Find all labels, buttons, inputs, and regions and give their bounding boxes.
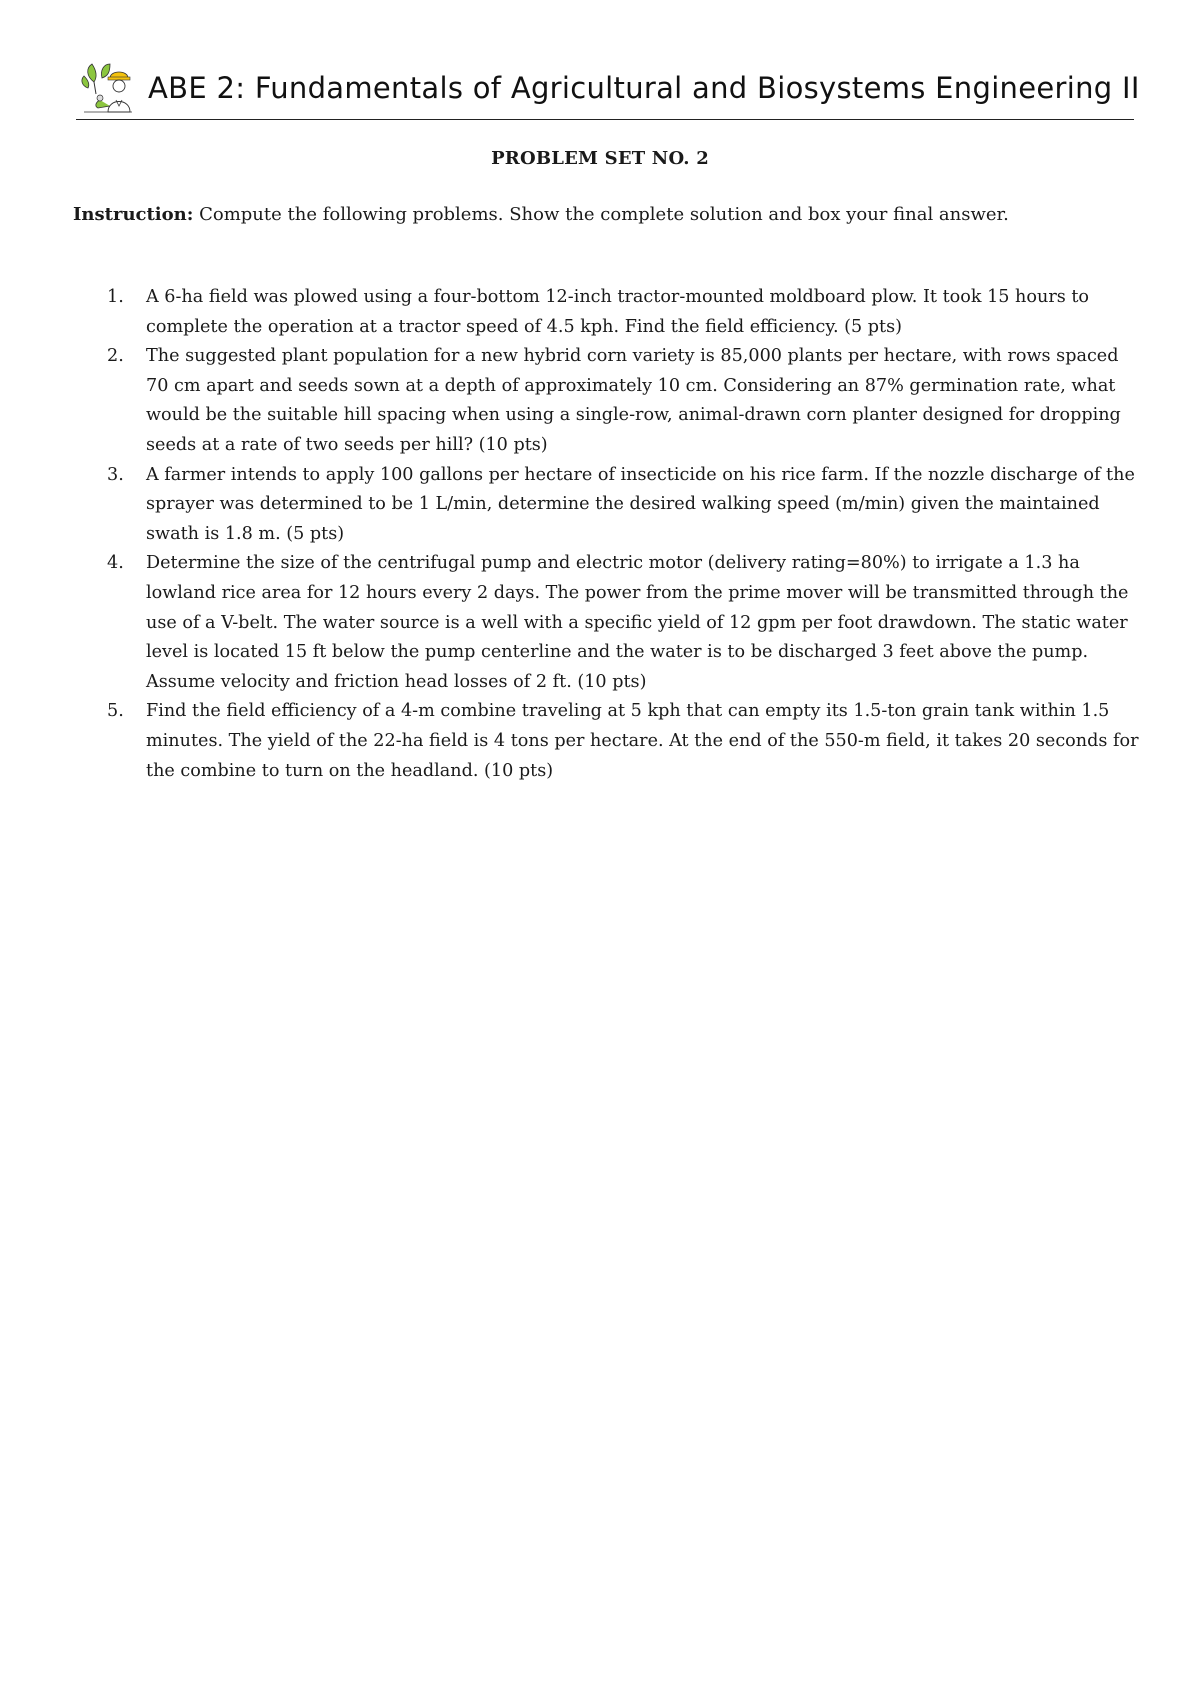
- instruction-label: Instruction:: [73, 204, 194, 225]
- problem-number: 4.: [107, 553, 124, 574]
- instruction-text: Compute the following problems. Show the complete solution and box your final answer.: [199, 204, 1009, 225]
- problem-number: 2.: [107, 346, 124, 367]
- problem-set-title: PROBLEM SET NO. 2: [491, 148, 709, 169]
- problem-item-1: [73, 283, 1143, 342]
- problem-text: A 6-ha field was plowed using a four-bottom 12-inch tractor-mounted moldboard plow. It took 15 hours to complete the operation at a tractor speed of 4.5 kph. Find the field efficiency. (5 pts): [146, 287, 1090, 337]
- page-header: [76, 58, 1140, 120]
- problem-item-3: [73, 461, 1143, 550]
- problem-item-5: [73, 697, 1143, 786]
- course-title: ABE 2: Fundamentals of Agricultural and Biosystems Engineering II: [148, 71, 1140, 105]
- problem-text: Determine the size of the centrifugal pump and electric motor (delivery rating=80%) to irrigate a 1.3 ha lowland rice area for 12 hours every 2 days. The power from the prime mover will be transmitted through the use of a V-belt. The water source is a well with a specific yield of 12 gpm per foot drawdown. The static water level is located 15 ft below the pump centerline and the water is to be discharged 3 feet above the pump. Assume velocity and friction head losses of 2 ft. (10 pts): [146, 553, 1129, 692]
- problem-text: The suggested plant population for a new hybrid corn variety is 85,000 plants per hectare, with rows spaced 70 cm apart and seeds sown at a depth of approximately 10 cm. Considering an 87% germination rate, what would be the suitable hill spacing when using a single-row, animal-drawn corn planter designed for dropping seeds at a rate of two seeds per hill? (10 pts): [146, 346, 1121, 455]
- problem-number: 1.: [107, 287, 124, 307]
- problem-list: [73, 283, 1143, 786]
- problem-item-4: [73, 549, 1143, 697]
- header-divider: [76, 119, 1134, 120]
- agri-engineer-logo-icon: [80, 60, 136, 116]
- problem-text: Find the field efficiency of a 4-m combine traveling at 5 kph that can empty its 1.5-ton grain tank within 1.5 minutes. The yield of the 22-ha field is 4 tons per hectare. At the end of the 550-m field, it takes 20 seconds for the combine to turn on the headland. (10 pts): [146, 701, 1139, 781]
- problem-text: A farmer intends to apply 100 gallons per hectare of insecticide on his rice farm. If the nozzle discharge of the sprayer was determined to be 1 L/min, determine the desired walking speed (m/min) given the maintained swath is 1.8 m. (5 pts): [146, 464, 1135, 544]
- problem-number: 3.: [107, 464, 124, 485]
- problem-item-2: [73, 342, 1143, 460]
- instruction: [73, 202, 1133, 228]
- problem-number: 5.: [107, 701, 124, 722]
